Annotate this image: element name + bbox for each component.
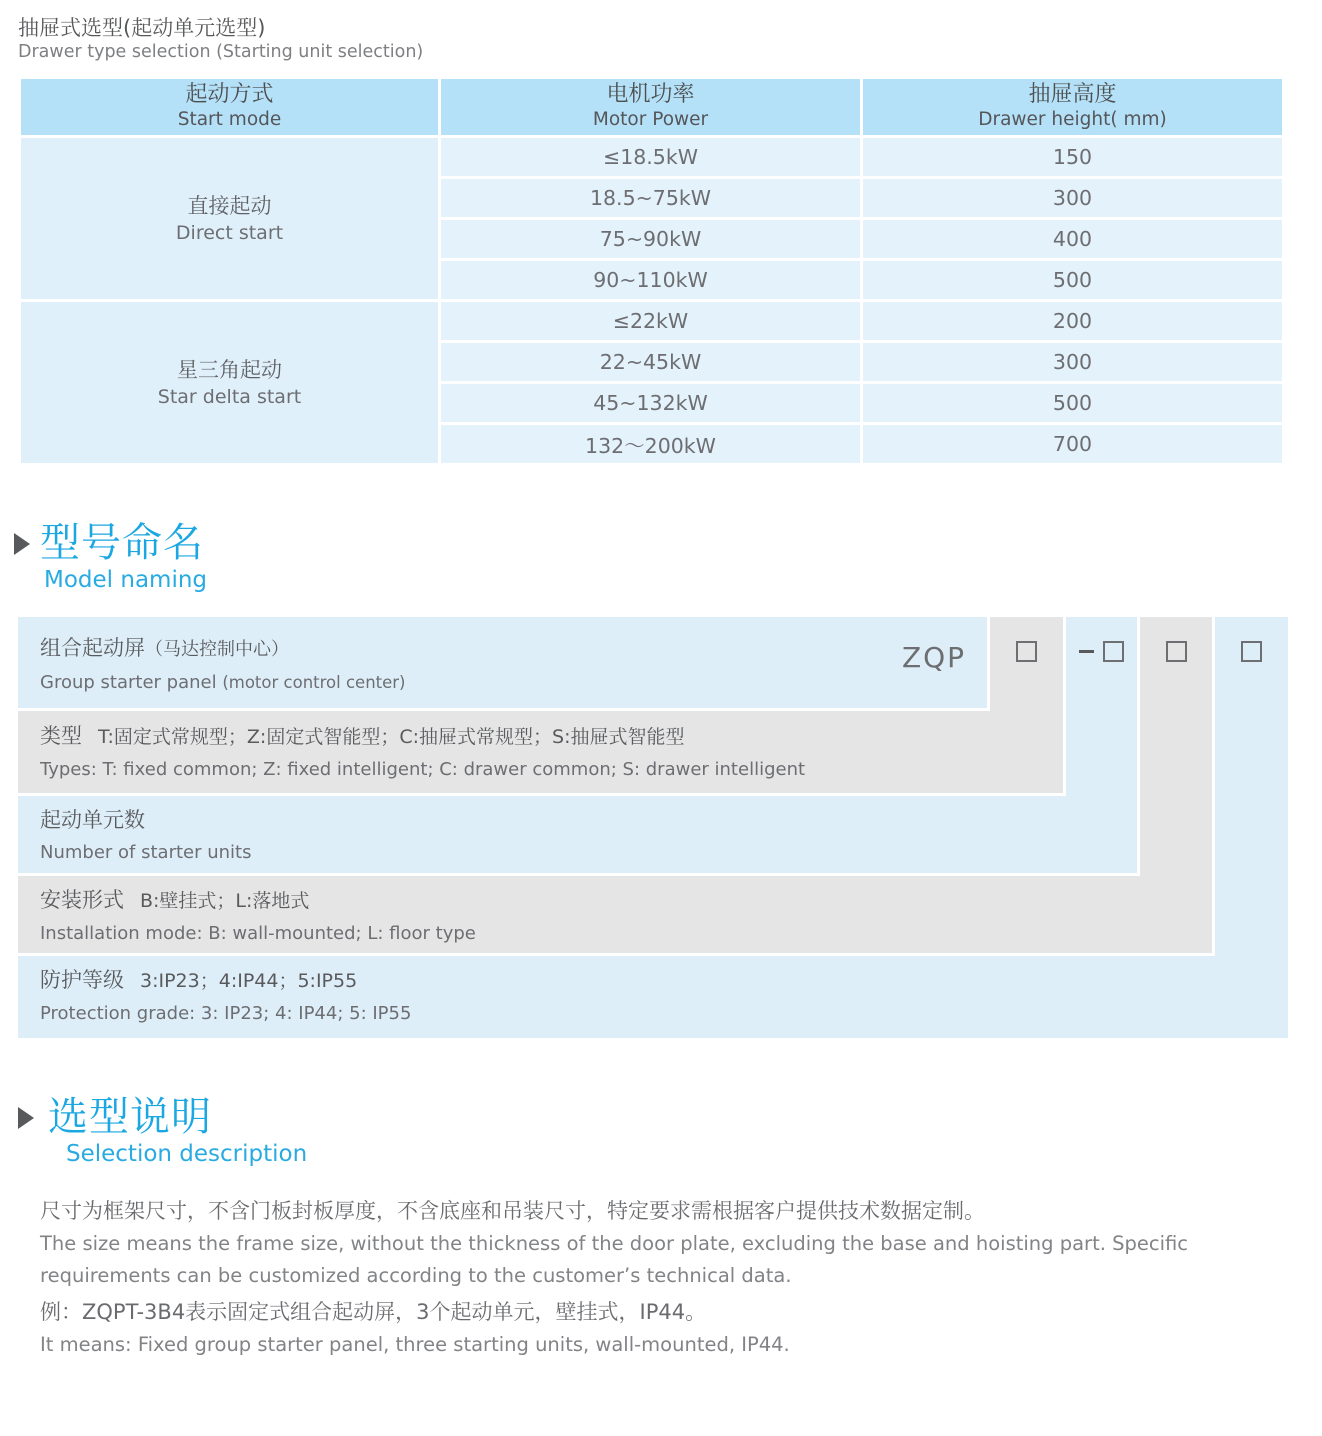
model-naming-heading: [14, 520, 207, 593]
header-drawer-height: [863, 79, 1282, 135]
header-start-mode-cn: 起动方式: [185, 82, 274, 107]
page-title-cn: 抽屉式选型(起动单元选型): [18, 16, 266, 40]
model-naming-title-en: Model naming: [44, 567, 208, 593]
selection-description-title-en: Selection description: [66, 1141, 308, 1167]
height-cell: 500: [863, 384, 1282, 422]
label-cn: 安装形式: [40, 888, 124, 912]
band-text-starter-units: [40, 805, 251, 866]
band-text-group-starter-panel: [40, 633, 406, 696]
label-cn-paren: （马达控制中心）: [145, 639, 289, 660]
description-cn-line: 尺寸为框架尺寸，不含门板封板厚度，不含底座和吊装尺寸，特定要求需根据客户提供技术数据定制。: [40, 1199, 985, 1223]
header-motor-power-en: Motor Power: [592, 109, 709, 130]
mode-star-cn: 星三角起动: [177, 357, 282, 382]
example-en-line: It means: Fixed group starter panel, three starting units, wall-mounted, IP44.: [40, 1333, 790, 1356]
blank-box-icon: [1166, 641, 1187, 662]
label-en: Number of starter units: [40, 842, 252, 863]
label-cn-detail: 3:IP23；4:IP44；5:IP55: [140, 970, 358, 992]
power-cell: ≤22kW: [441, 302, 860, 340]
selection-description-text: [40, 1194, 1292, 1364]
model-naming-title-cn: 型号命名: [40, 520, 204, 566]
mode-cell-direct-start: [21, 138, 438, 299]
power-cell: 45~132kW: [441, 384, 860, 422]
height-cell: 200: [863, 302, 1282, 340]
height-cell: 300: [863, 343, 1282, 381]
power-cell: 90~110kW: [441, 261, 860, 299]
label-cn: 防护等级: [40, 968, 124, 992]
drawer-selection-table: [18, 76, 1285, 466]
code-box-protection: [1215, 641, 1288, 662]
band-text-protection-grade: [40, 965, 411, 1027]
example-cn-line: 例：ZQPT-3B4表示固定式组合起动屏，3个起动单元，壁挂式，IP44。: [40, 1300, 707, 1324]
label-cn: 类型: [40, 724, 82, 748]
mode-star-en: Star delta start: [157, 385, 302, 408]
power-cell: ≤18.5kW: [441, 138, 860, 176]
height-cell: 400: [863, 220, 1282, 258]
height-cell: 700: [863, 425, 1282, 463]
power-cell: 22~45kW: [441, 343, 860, 381]
label-en: Protection grade: 3: IP23; 4: IP44; 5: IP55: [40, 1003, 412, 1024]
blank-box-icon: [1241, 641, 1262, 662]
label-en-paren: (motor control center): [222, 673, 406, 692]
band-text-installation-mode: [40, 885, 476, 947]
dash-icon: [1079, 650, 1094, 653]
header-motor-power: [441, 79, 860, 135]
power-cell: 75~90kW: [441, 220, 860, 258]
header-start-mode: [21, 79, 438, 135]
header-motor-power-cn: 电机功率: [606, 82, 695, 107]
label-cn: 起动单元数: [40, 808, 145, 832]
band-text-types: [40, 721, 805, 783]
table-row: [21, 138, 1282, 176]
mode-direct-cn: 直接起动: [187, 193, 272, 218]
code-column-installation: [1140, 617, 1212, 953]
code-column-protection: [1215, 617, 1288, 1038]
label-cn-detail: T:固定式常规型；Z:固定式智能型；C:抽屉式常规型；S:抽屉式智能型: [98, 726, 685, 748]
power-cell: 132～200kW: [441, 425, 860, 463]
label-cn: 组合起动屏: [40, 636, 145, 660]
label-cn-detail: B:壁挂式；L:落地式: [140, 890, 310, 912]
triangle-marker-icon: [18, 1107, 34, 1129]
header-drawer-height-cn: 抽屉高度: [1028, 82, 1117, 107]
code-box-units: [1066, 641, 1137, 662]
blank-box-icon: [1103, 641, 1124, 662]
blank-box-icon: [1016, 641, 1037, 662]
header-drawer-height-en: Drawer height( mm): [978, 109, 1167, 130]
mode-cell-star-delta: [21, 302, 438, 463]
triangle-marker-icon: [14, 533, 30, 555]
selection-description-heading: [18, 1094, 307, 1167]
header-start-mode-en: Start mode: [177, 109, 282, 130]
description-en-line: The size means the frame size, without the thickness of the door plate, excluding the base and hoisting part. Specific requirements can be customized according to the customer’s technical data.: [40, 1232, 1189, 1287]
label-en: Types: T: fixed common; Z: fixed intelligent; C: drawer common; S: drawer intelligent: [40, 759, 806, 780]
height-cell: 500: [863, 261, 1282, 299]
page-title-en: Drawer type selection (Starting unit selection): [18, 42, 424, 62]
label-en: Group starter panel: [40, 672, 217, 693]
height-cell: 150: [863, 138, 1282, 176]
code-box-installation: [1140, 641, 1212, 662]
label-en: Installation mode: B: wall-mounted; L: floor type: [40, 923, 476, 944]
code-box-type: [990, 641, 1063, 662]
table-header-row: [21, 79, 1282, 135]
mode-direct-en: Direct start: [175, 221, 284, 244]
height-cell: 300: [863, 179, 1282, 217]
table-row: [21, 302, 1282, 340]
power-cell: 18.5~75kW: [441, 179, 860, 217]
model-naming-diagram: [18, 617, 1288, 1038]
selection-description-title-cn: 选型说明: [48, 1094, 212, 1140]
model-code-prefix: ZQP: [901, 641, 967, 674]
